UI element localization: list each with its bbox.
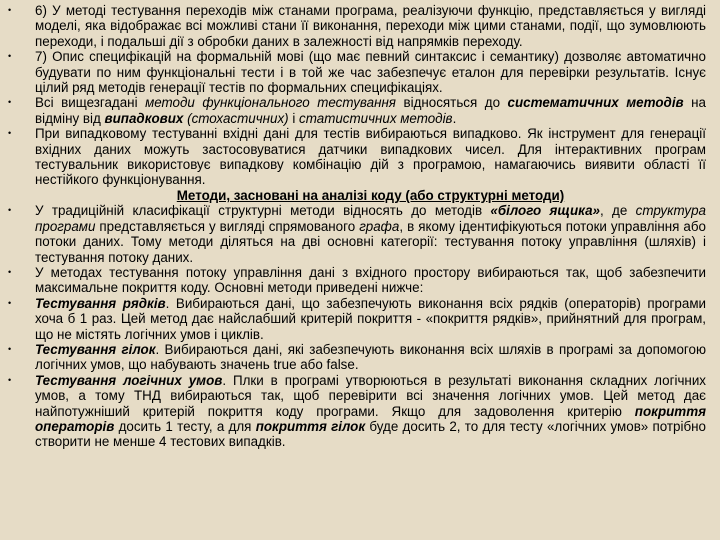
bullet-item xyxy=(0,3,706,49)
text-run: випадковому тестуванні xyxy=(65,126,218,142)
text-run: Тестування логічних умов xyxy=(35,372,223,388)
text-run: статистичних методів xyxy=(299,110,453,126)
text-run: 7) Опис специфікацій на формальній мові (що має певний синтаксис і семантику) дозволяє автоматично будувати по ним функціональні тести і в той же час забезпечує еталон для перевірки результатів. Існує цілий ряд xyxy=(35,49,706,96)
bullet-item xyxy=(0,203,706,265)
text-run: потоки управління xyxy=(565,218,680,234)
bullet-item xyxy=(0,342,706,373)
bullet-marker: • xyxy=(8,205,12,216)
text-run: відносяться до xyxy=(395,95,508,111)
text-run: випадкових xyxy=(104,110,184,126)
bullet-list xyxy=(0,3,706,450)
text-run: тестування потоку управління (шляхів) xyxy=(444,234,696,250)
text-run: покриття операторів xyxy=(35,403,706,434)
text-run: . xyxy=(452,110,457,126)
text-run: . Плки в програмі утворюються в результаті виконання складних логічних умов, а тому ТНД вибираються так, щоб перевірити всі значення логічних умов. Цей метод дає найпотужніший критерій покриття коду програми. Якщо для задоволення критерію xyxy=(35,372,707,419)
text-run: методи функціонального тестування xyxy=(145,95,396,111)
bullet-item xyxy=(0,49,706,95)
bullet-marker: • xyxy=(8,374,12,385)
text-run: і xyxy=(695,234,706,250)
text-run: досить 1 тесту, а для xyxy=(114,418,256,434)
bullet-marker: • xyxy=(8,297,12,308)
text-run: систематичних методів xyxy=(507,95,684,111)
text-run: . xyxy=(354,357,359,373)
text-run: покриття гілок xyxy=(255,418,366,434)
text-run: і xyxy=(288,110,300,126)
text-run: тестування потоку даних. xyxy=(35,249,194,265)
text-run: або xyxy=(679,218,706,234)
section-heading: Методи, засновані на аналізі коду (або структурні методи) xyxy=(176,187,565,203)
text-run: представляється у вигляді спрямованого xyxy=(95,218,360,234)
text-run: буде досить 2, то для тесту «логічних умов» потрібно створити не менше 4 тестових випадків. xyxy=(35,418,706,450)
text-run: true xyxy=(273,357,297,373)
bullet-marker: • xyxy=(8,343,12,354)
text-run: вхідні дані для тестів вибираються випадково. Як інструмент для генерації вхідних даних можуть застосовуватися датчики випадкових чисел. Для інтерактивних програм тестувальник використовує випадкову комбінацію дій з програмою, намагаючись виявити області її нестійкого функціонування. xyxy=(35,126,706,188)
text-run: методі тестування переходів між станами xyxy=(65,3,330,18)
text-run: . Вибираються дані, що забезпечують виконання всіх рядків (операторів) програми хоча б 1 раз. Цей метод дає найслабший критерій покриття - «покриття рядків», прийнятний для програм, що не містять логічних умов і циклів. xyxy=(35,295,707,342)
text-run: . Тому методи діляться на дві основні категорії: xyxy=(120,234,445,250)
text-run: Тестування рядків xyxy=(35,295,166,311)
bullet-marker: • xyxy=(8,5,12,15)
text-run: Тестування гілок xyxy=(35,341,156,357)
text-run: програма, реалізуючи функцію, представляється у вигляді моделі, яка відображає всі можливі стани її виконання, переходи між цими станами, події, що зумовлюють переходи, і подальші дії з обробки даних в залежності від напрямків переходу. xyxy=(35,3,706,49)
bullet-marker: • xyxy=(8,266,12,277)
text-run: на відміну від xyxy=(35,95,707,126)
text-run: або xyxy=(296,357,327,373)
bullet-item xyxy=(0,373,706,450)
text-run: У методах тестування потоку управління дані з вхідного простору вибираються так, щоб забезпечити максимальне покриття коду. Основні методи приведені нижче: xyxy=(35,264,706,296)
text-run: Всі вищезгадані xyxy=(35,95,146,111)
bullet-marker: • xyxy=(8,97,12,108)
text-run: При xyxy=(35,126,66,142)
text-run: структурні методи xyxy=(218,203,335,219)
bullet-item xyxy=(0,265,706,296)
text-run: , в якому ідентифікуються xyxy=(399,218,566,234)
text-run: потоки даних xyxy=(35,234,121,250)
text-run: У традиційній класифікації xyxy=(35,203,219,219)
bullet-marker: • xyxy=(8,51,12,62)
text-run: false xyxy=(326,357,355,373)
bullet-marker: • xyxy=(8,128,12,139)
bullet-item xyxy=(0,126,706,188)
text-run: 6) У xyxy=(35,3,66,18)
text-run: «білого ящика» xyxy=(490,203,600,219)
bullet-item xyxy=(0,296,706,342)
text-run: структура програми xyxy=(35,203,706,234)
text-run: методів генерації тестів по формальних специфікаціях. xyxy=(98,80,443,96)
text-run: (стохастичних) xyxy=(183,110,289,126)
text-run: , де xyxy=(599,203,636,219)
bullet-item xyxy=(0,95,706,126)
text-run: . Вибираються дані, які забезпечують виконання всіх шляхів в програмі за допомогою логічних умов, що набувають значень xyxy=(35,341,707,373)
text-run: відносять до методів xyxy=(334,203,491,219)
text-run: графа xyxy=(359,218,400,234)
